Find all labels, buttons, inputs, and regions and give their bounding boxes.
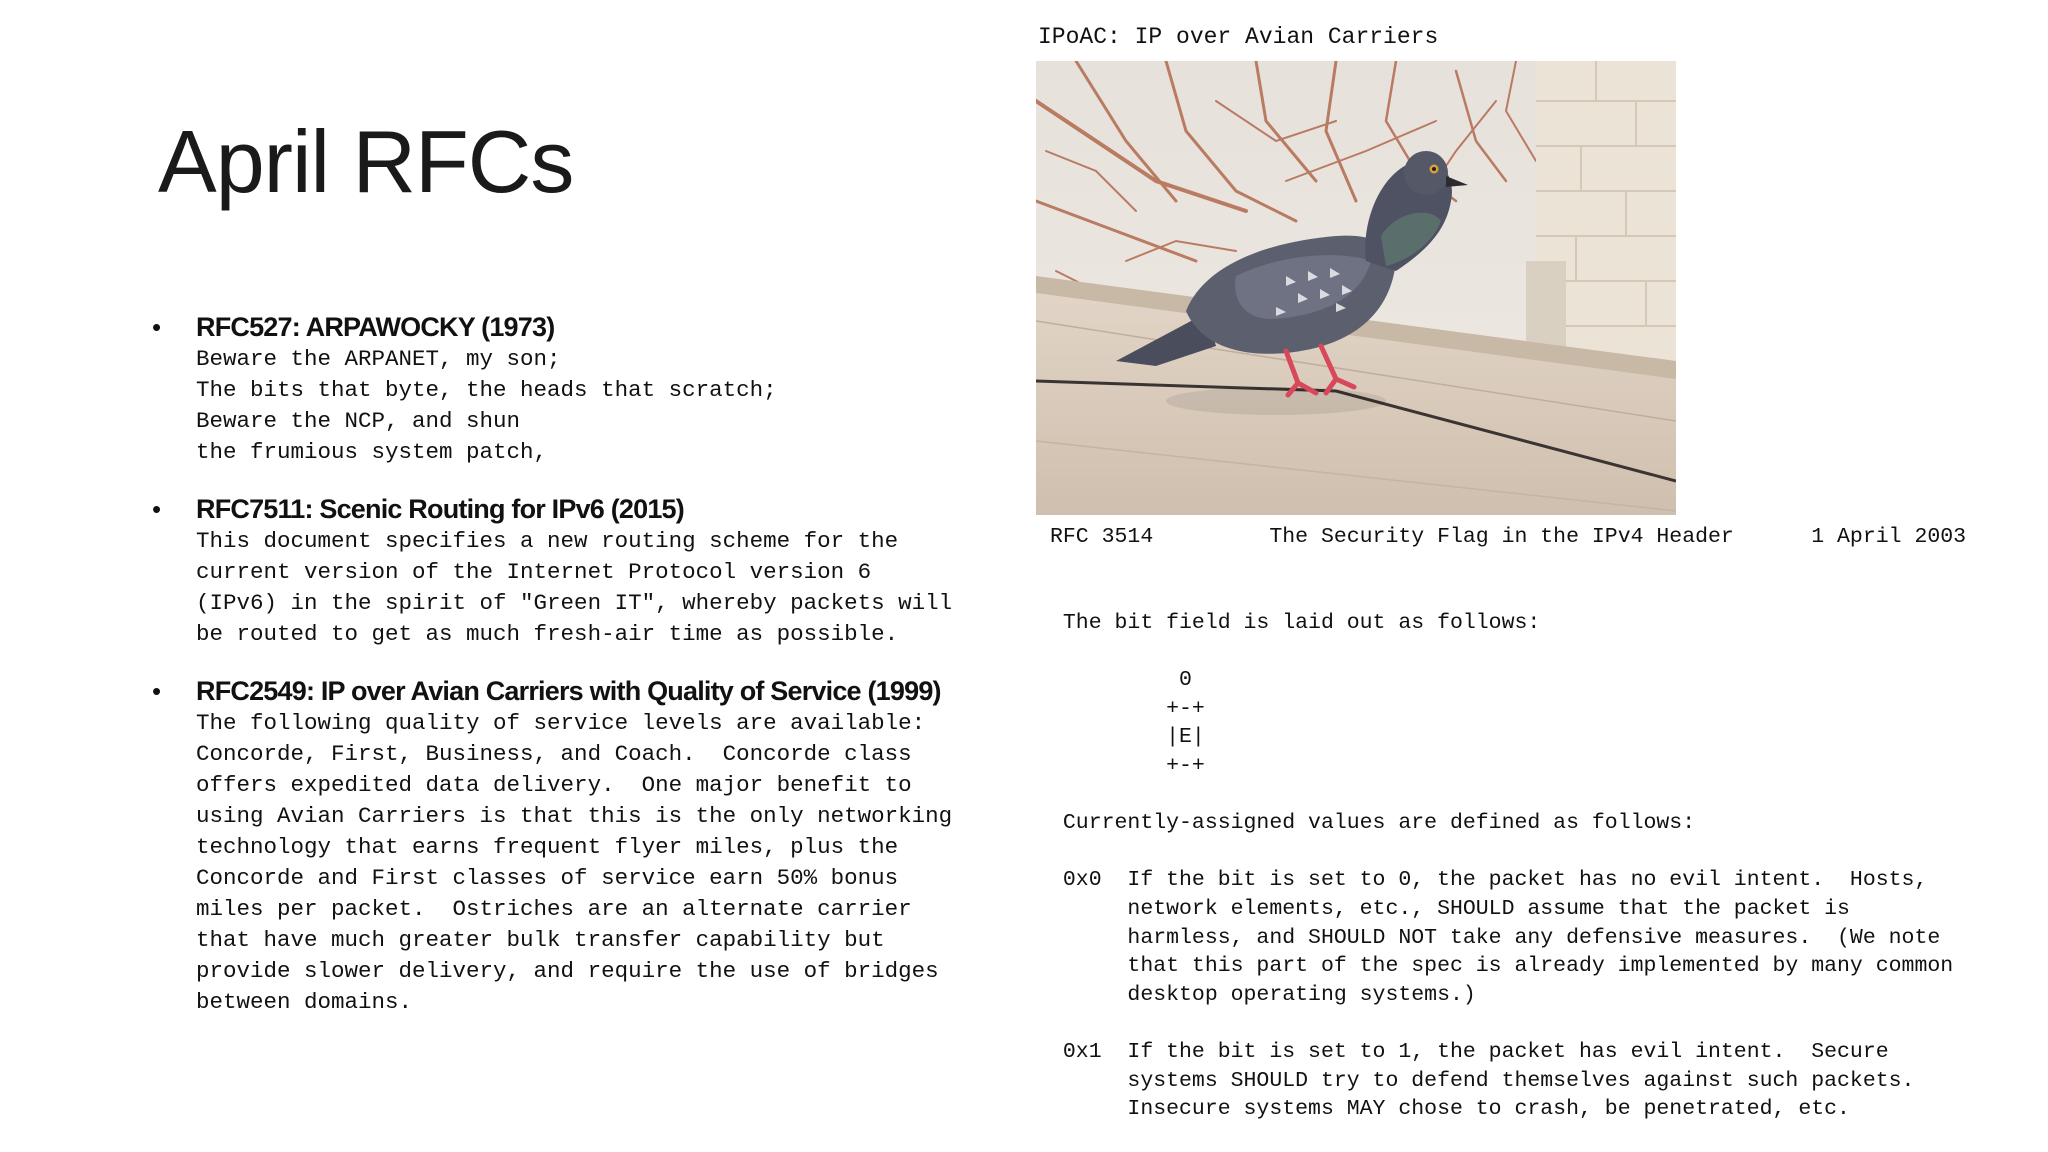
rfc-item-avian-carriers-qos bbox=[152, 674, 1012, 1018]
rfc-heading: RFC2549: IP over Avian Carriers with Quality of Service (1999) bbox=[196, 676, 941, 706]
rfc-heading: RFC7511: Scenic Routing for IPv6 (2015) bbox=[196, 494, 684, 524]
rfc-list bbox=[152, 310, 1012, 1042]
rfc3514-excerpt: The bit field is laid out as follows: 0 +-+ |E| +-+ Currently-assigned values are defined as follows: 0x0 If the bit is set to 0, the packet has no evil intent. Hosts, network elements, etc., SHOULD assume that the packet is harmless, and SHOULD NOT take any defensive measures. (We note that this part of the spec is already implemented by many common desktop operating systems.) 0x1 If the bit is set to 1, the packet has evil intent. Secure systems SHOULD try to defend themselves against such packets. Insecure systems MAY chose to crash, be penetrated, etc. bbox=[1062, 611, 1954, 1122]
slide-title: April RFCs bbox=[158, 112, 574, 211]
rfc-excerpt: The following quality of service levels are available: Concorde, First, Business, and Coach. Concorde class offers expedited data delivery. One major benefit to using Avian Carriers is that this is the only networking technology that earns frequent flyer miles, plus the Concorde and First classes of service earn 50% bonus miles per packet. Ostriches are an alternate carrier that have much greater bulk transfer capability but provide slower delivery, and require the use of bridges between domains. bbox=[196, 710, 953, 1015]
rfc-item-scenic-routing bbox=[152, 492, 1012, 650]
photo-caption: IPoAC: IP over Avian Carriers bbox=[1038, 24, 1439, 50]
rfc-item-arpawocky bbox=[152, 310, 1012, 468]
rfc-excerpt: Beware the ARPANET, my son; The bits that byte, the heads that scratch; Beware the NCP, and shun the frumious system patch, bbox=[196, 346, 777, 465]
rfc-heading: RFC527: ARPAWOCKY (1973) bbox=[196, 312, 555, 342]
bullet-icon: • bbox=[152, 312, 162, 342]
rfc-excerpt: This document specifies a new routing scheme for the current version of the Internet Protocol version 6 (IPv6) in the spirit of "Green IT", whereby packets will be routed to get as much fresh-air time as possible. bbox=[196, 528, 953, 647]
rfc3514-header: RFC 3514 The Security Flag in the IPv4 Header 1 April 2003 bbox=[1050, 525, 1967, 549]
bullet-icon: • bbox=[152, 494, 162, 524]
bullet-icon: • bbox=[152, 676, 162, 706]
pigeon-photo bbox=[1036, 61, 1676, 515]
stone-wall bbox=[1526, 61, 1676, 371]
